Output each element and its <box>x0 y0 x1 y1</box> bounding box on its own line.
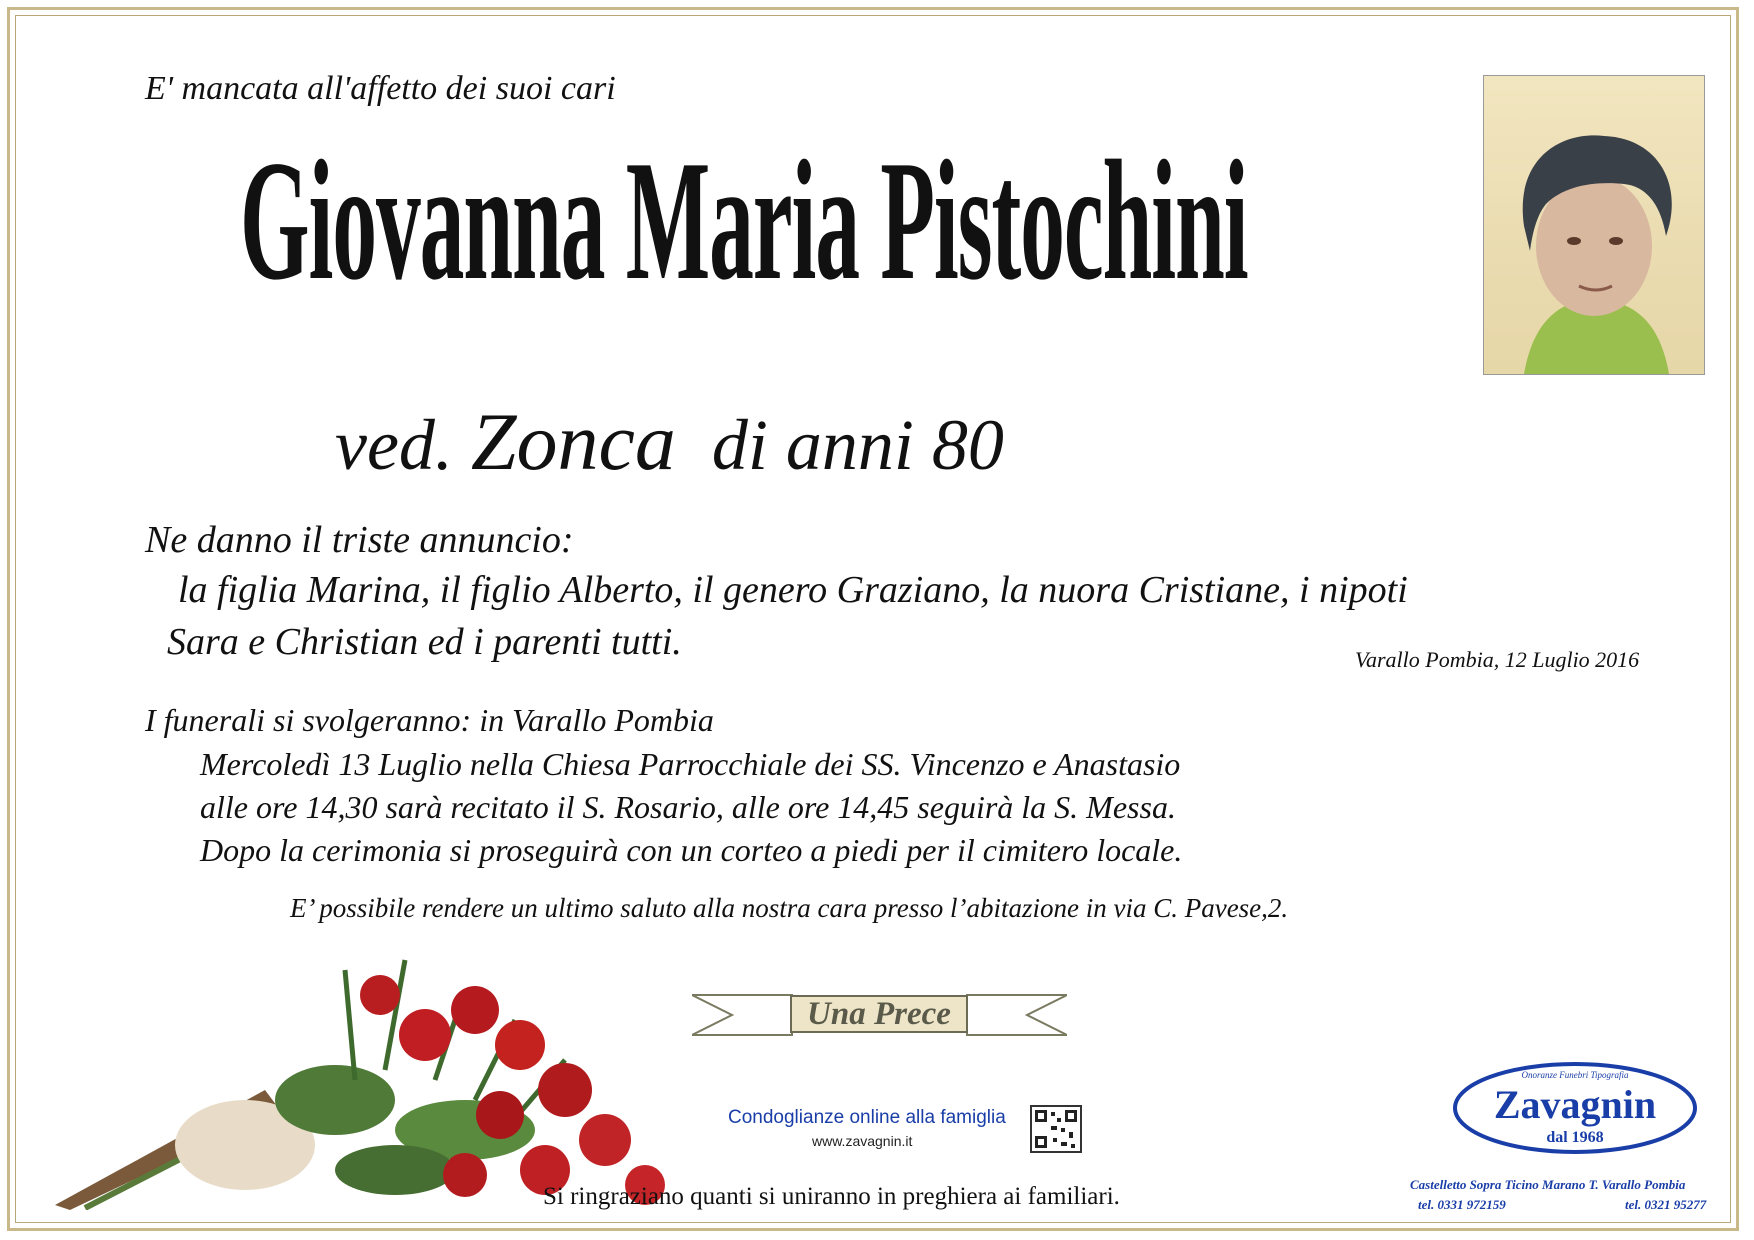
agency-tagline: Onoranze Funebri Tipografia <box>1521 1070 1629 1080</box>
place-date: Varallo Pombia, 12 Luglio 2016 <box>1355 647 1640 672</box>
roses-bouquet-image <box>45 940 705 1210</box>
funeral-line-3: Dopo la cerimonia si proseguirà con un corteo a piedi per il cimitero locale. <box>200 832 1183 868</box>
deceased-name: Giovanna Maria Pistochini <box>240 126 1248 316</box>
agency-phone-2: tel. 0321 95277 <box>1625 1197 1707 1212</box>
agency-since: dal 1968 <box>1546 1129 1604 1146</box>
age-text: di anni 80 <box>711 405 1004 485</box>
una-prece-banner: Una Prece <box>790 995 968 1033</box>
qr-code-icon[interactable] <box>1030 1105 1082 1153</box>
announce-line-2: Sara e Christian ed i parenti tutti. <box>167 621 682 663</box>
condolences-text: Condoglianze online alla famiglia <box>728 1107 1006 1128</box>
portrait-photo <box>1483 75 1705 375</box>
agency-locations: Castelletto Sopra Ticino Marano T. Varallo Pombia <box>1410 1177 1686 1192</box>
widow-surname: Zonca <box>470 396 676 487</box>
intro-text: E' mancata all'affetto dei suoi cari <box>145 70 616 107</box>
funeral-line-2: alle ore 14,30 sarà recitato il S. Rosario, alle ore 14,45 seguirà la S. Messa. <box>200 789 1176 825</box>
zavagnin-logo <box>1450 1060 1700 1156</box>
visit-note: E’ possibile rendere un ultimo saluto alla nostra cara presso l’abitazione in via C. Pavese,2. <box>290 893 1289 923</box>
widow-prefix: ved. <box>335 405 453 485</box>
thanks-text: Si ringraziano quanti si uniranno in preghiera ai familiari. <box>543 1183 1120 1210</box>
announce-line-1: la figlia Marina, il figlio Alberto, il genero Graziano, la nuora Cristiane, i nipoti <box>178 569 1408 611</box>
funeral-heading: I funerali si svolgeranno: in Varallo Pombia <box>145 702 714 738</box>
announce-heading: Ne danno il triste annuncio: <box>145 519 574 561</box>
website-link[interactable]: www.zavagnin.it <box>812 1133 913 1149</box>
agency-name: Zavagnin <box>1493 1082 1657 1127</box>
funeral-line-1: Mercoledì 13 Luglio nella Chiesa Parrocchiale dei SS. Vincenzo e Anastasio <box>200 746 1181 782</box>
widow-line <box>335 395 1004 489</box>
agency-phone-1: tel. 0331 972159 <box>1418 1197 1506 1212</box>
